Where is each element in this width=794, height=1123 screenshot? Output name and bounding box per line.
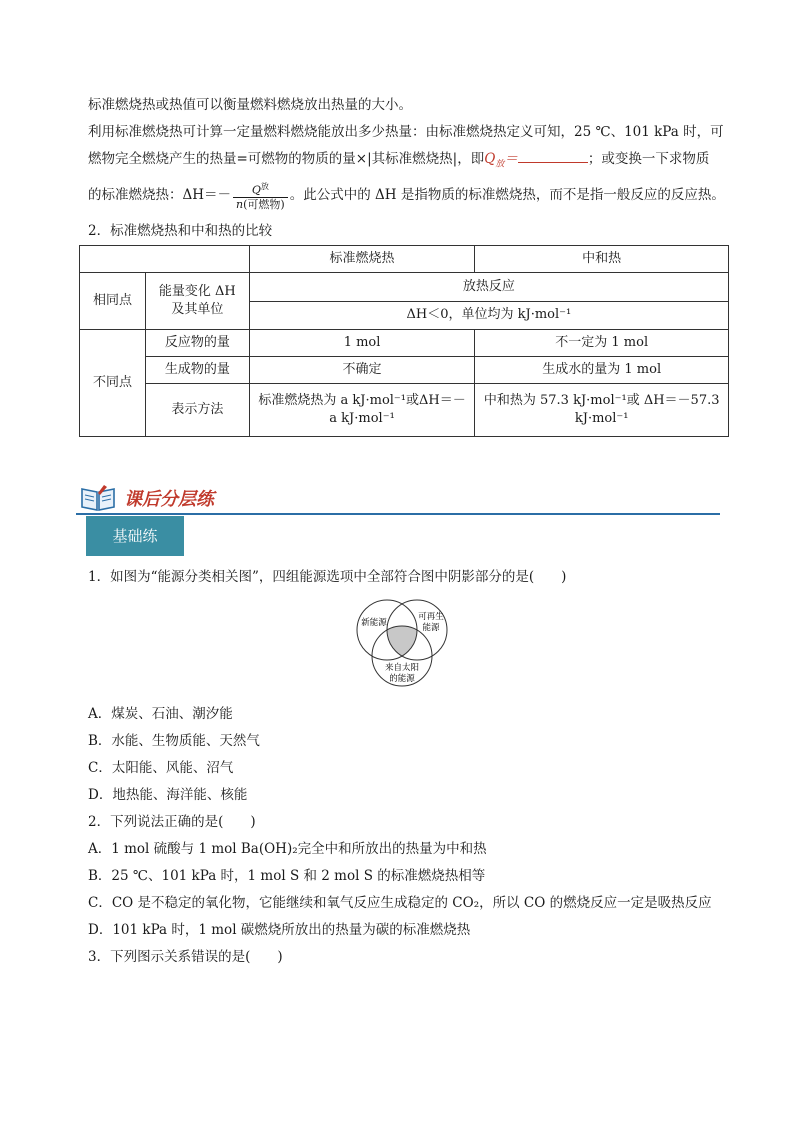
formula-lead: 的标准燃烧热：ΔH＝－ (88, 187, 232, 203)
heat-fraction (233, 180, 288, 211)
fraction-numerator: $Q^放$ (233, 180, 288, 198)
cell-repr-neut: 中和热为 57.3 kJ·mol⁻¹或 ΔH＝－57.3 kJ·mol⁻¹ (475, 384, 729, 437)
col-header-burn: 标准燃烧热 (249, 246, 475, 273)
q2-stem: 2．下列说法正确的是( ) (88, 814, 256, 830)
row-header-diff: 不同点 (80, 330, 146, 437)
row-header-repr: 表示方法 (145, 384, 249, 437)
q-symbol: $Q_放$ (484, 151, 505, 170)
table-row (80, 357, 729, 384)
intro-line-1: 标准燃烧热或热值可以衡量燃料燃烧放出热量的大小。 (88, 97, 412, 113)
cell-reactant-neut: 不一定为 1 mol (475, 330, 729, 357)
venn-label-solar-2: 的能源 (389, 674, 415, 684)
comparison-table (79, 245, 729, 437)
row-header-product: 生成物的量 (145, 357, 249, 384)
venn-label-solar-1: 来自太阳 (384, 663, 420, 673)
cell-repr-burn: 标准燃烧热为 a kJ·mol⁻¹或ΔH＝－ a kJ·mol⁻¹ (249, 384, 475, 437)
table-row (80, 246, 729, 273)
q2-option-a: A．1 mol 硫酸与 1 mol Ba(OH)₂完全中和所放出的热量为中和热 (88, 841, 487, 857)
q3-stem: 3．下列图示关系错误的是( ) (88, 949, 283, 965)
q2-option-b: B．25 ℃、101 kPa 时，1 mol S 和 2 mol S 的标准燃烧热相等 (88, 868, 486, 884)
equals-sign: ＝ (504, 151, 518, 167)
cell-exothermic: 放热反应 (249, 273, 728, 302)
level-badge: 基础练 (86, 516, 184, 556)
venn-label-renewable-2: 能源 (422, 623, 440, 633)
cell-dh-unit: ΔH＜0，单位均为 kJ·mol⁻¹ (249, 301, 728, 330)
row-header-energy: 能量变化 ΔH 及其单位 (145, 273, 249, 330)
section-rule (76, 513, 720, 515)
intro-line-3 (88, 150, 709, 174)
intro-line-3-text: 燃物完全燃烧产生的热量=可燃物的物质的量×|其标准燃烧热|，即 (88, 151, 485, 167)
section-header (76, 481, 720, 517)
q1-option-d: D．地热能、海洋能、核能 (88, 787, 248, 803)
row-header-reactant: 反应物的量 (145, 330, 249, 357)
cell-reactant-burn: 1 mol (249, 330, 475, 357)
intro-line-2: 利用标准燃烧热可计算一定量燃料燃烧能放出多少热量：由标准燃烧热定义可知，25 ℃、101 kPa 时，可 (88, 124, 724, 140)
venn-label-renewable-1: 可再生 (418, 612, 444, 622)
intro-line-4 (88, 180, 725, 211)
col-header-neut: 中和热 (475, 246, 729, 273)
open-book-icon (78, 483, 118, 513)
row-header-same: 相同点 (80, 273, 146, 330)
table-row (80, 273, 729, 302)
q1-option-b: B．水能、生物质能、天然气 (88, 733, 260, 749)
cell-product-neut: 生成水的量为 1 mol (475, 357, 729, 384)
table-row (80, 330, 729, 357)
q1-stem: 1．如图为“能源分类相关图”，四组能源选项中全部符合图中阴影部分的是( ) (88, 569, 567, 585)
section-title: 课后分层练 (124, 489, 214, 510)
intro-line-3-tail: ；或变换一下求物质 (587, 151, 710, 167)
q2-option-d: D．101 kPa 时，1 mol 碳燃烧所放出的热量为碳的标准燃烧热 (88, 922, 471, 938)
fraction-denominator: n(可燃物) (236, 197, 285, 211)
q2-option-c: C．CO 是不稳定的氧化物，它能继续和氧气反应生成稳定的 CO₂，所以 CO 的燃烧反应一定是吸热反应 (88, 895, 712, 911)
venn-label-new: 新能源 (361, 618, 387, 628)
formula-tail: 。此公式中的 ΔH 是指物质的标准燃烧热，而不是指一般反应的反应热。 (289, 187, 725, 203)
table-corner (80, 246, 250, 273)
table-row (80, 384, 729, 437)
q1-option-c: C．太阳能、风能、沼气 (88, 760, 234, 776)
answer-blank[interactable] (518, 150, 588, 163)
subheading-comparison: 2．标准燃烧热和中和热的比较 (88, 223, 273, 239)
cell-product-burn: 不确定 (249, 357, 475, 384)
venn-diagram (352, 594, 456, 692)
q1-option-a: A．煤炭、石油、潮汐能 (88, 706, 233, 722)
